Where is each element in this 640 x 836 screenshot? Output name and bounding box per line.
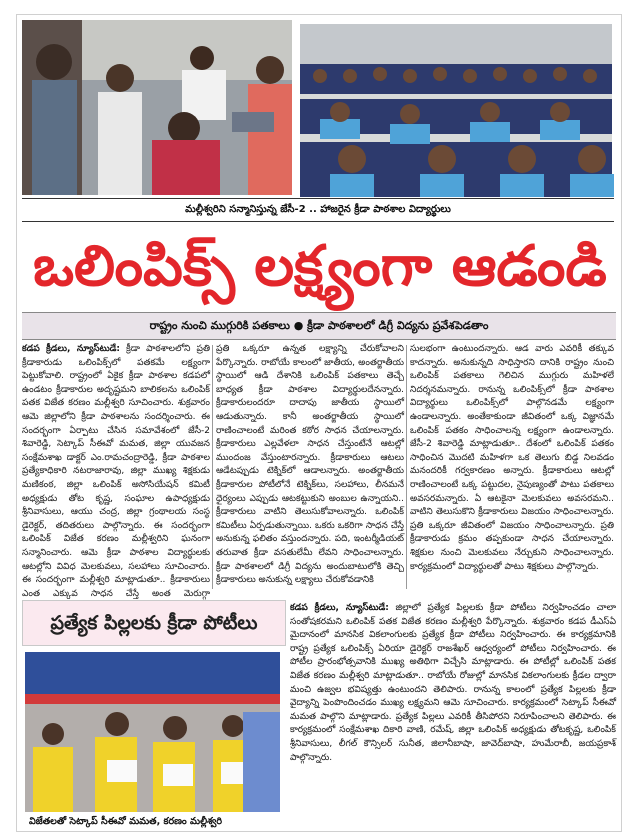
photo-felicitation <box>22 20 292 195</box>
article-dateline: కడప క్రీడలు, న్యూస్‌టుడే: <box>22 344 120 354</box>
photo-felicitation-image <box>22 20 292 195</box>
top-photo-caption: మల్లీశ్వరిని సన్మానిస్తున్న జేసీ-2 .. హాజరైన క్రీడా పాఠశాల విద్యార్థులు <box>22 198 614 222</box>
photo-special-children-image <box>25 652 280 812</box>
box-article-text: జిల్లాలో ప్రత్యేక పిల్లలకు క్రీడా పోటీలు నిర్వహించడం చాలా సంతోషకరమని ఒలింపిక్ పతక విజేత కరణం మల్లీశ్వరి పేర్కొన్నారు. శుక్రవారం కడప డీఎస్ఏ మైదానంలో మానసిక వికలాంగులకు ప్రత్యేక క్రీడా పోటీలు నిర్వహించారు. ఈ కార్యక్రమానికి రాష్ట్ర ప్రత్యేక ఒలింపిక్స్ ఏరియా డైరెక్టర్ రాజశేఖర్ ఆధ్వర్యంలో పోటీలు నిర్వహించారు. ఈ పోటీల ప్రారంభోత్సవానికి ముఖ్య అతిథిగా విచ్చేసి మాట్లాడారు. ఈ పోటీల్లో ఒలింపిక్ పతక విజేత కరణం మల్లీశ్వరి మాట్లాడుతూ.. రాబోయే రోజుల్లో మానసిక వికలాంగులకు క్రీడల ద్వారా మంచి ఉజ్వల భవిష్యత్తు ఉంటుందని తెలిపారు. రానున్న కాలంలో ప్రత్యేక పిల్లలకు క్రీడా వైద్యాన్ని పెంపొందించడం ముఖ్య లక్ష్యమని ఆమె సూచించారు. కార్యక్రమంలో సెట్కాప్ సీఈవో మమత పాల్గొని మాట్లాడారు. ప్రత్యేక పిల్లలు ఎవరికీ తీసిపోరని నిరూపించాలని తెలిపారు. ఈ కార్యక్రమంలో సంక్షేమశాఖ దికారి వాణి, రమేష్, జిల్లా ఒలింపిక్ అధ్యక్షుడు తోటకృష్ణ, ఒలింపిక్ శ్రీనివాసులు, లీగల్ కౌన్సిలర్ సునీత, జిలానీబాషా, జావెద్‌బాషా, హుమేరాబీ, జయప్రకాశ్ పాల్గొన్నారు. <box>290 603 616 763</box>
column-rule-1 <box>212 345 213 589</box>
photo-students <box>300 24 612 197</box>
photo-students-image <box>300 24 612 197</box>
photo-special-children <box>25 652 280 812</box>
article-column-2: ప్రతి ఒక్కరూ ఉన్నత లక్ష్యాన్ని చేరుకోవాలని పేర్కొన్నారు. రాబోయే కాలంలో జాతీయ, అంతర్జాతీయ స్థాయిలో ఆడి దేశానికి ఒలింపిక్ పతకాలు తెచ్చే బాధ్యత క్రీడా పాఠశాల విద్యార్థులదేనన్నారు. క్రీడాకారులందరూ దాదాపు జాతీయ స్థాయిలో ఆడుతున్నారు. కానీ అంతర్జాతీయ స్థాయిలో రాణించాలంటే మరింత కఠోర సాధన చేయాలన్నారు. క్రీడాకారులు ఎల్లవేళలా సాధన చేస్తుంటేనే ఆటల్లో ముందంజ వేస్తుంటారన్నారు. క్రీడాకారులు ఆటలు ఆడేటప్పుడు టెక్నిక్‌లో ఆడాలన్నారు. అంతర్జాతీయ క్రీడాకారుల పోటీలోనే టెక్నిక్‌లు, సలహాలు, లీనమనే ధైర్యంలు ఎప్పుడు ఆటకట్టుకుని అంబుల ఉన్నాయని.. క్రీడాకారులు వాటిని తెలుసుకోవాలన్నారు. ఒలింపిక్ కమిటీలు ఏర్పడుతున్నాయి. ఒకరు ఒకరిగా సాధన చేస్తే అనుకున్న ఫలితం వస్తుందన్నారు. పది, ఇంటర్మీడియట్ తరువాత క్రీడా వసతులేమీ లేవని సాధించాలన్నారు. క్రీడా పాఠశాలలో డిగ్రీ విద్యను అందుబాటులోకి తెచ్చి క్రీడాకారులు అనుకున్న లక్ష్యాలు చేరుకోవడానికి <box>216 344 404 586</box>
article-column-3: సులభంగా ఉంటుందన్నారు. ఆడ వారు ఎవరికీ తక్కువ కాదన్నారు. అనుకున్నది సాధిస్తారని దానికి రాష్ట్రం నుంచి ఒలింపిక్ పతకాలు గెలిచిన ముగ్గురు మహిళలే నిదర్శనమన్నారు. రానున్న ఒలింపిక్స్‌లో క్రీడా పాఠశాల విద్యార్థులు ఒలింపిక్స్‌లో పాల్గొనడమే లక్ష్యంగా ఉండాలన్నారు. అంతేకాకుండా జీవితంలో ఒక్క విజ్ఞానమే ఒలింపిక్ పతకం సాధించాలన్న లక్ష్యంగా ఉండాలన్నారు. జేసీ-2 శివారెడ్డి మాట్లాడుతూ.. దేశంలో ఒలింపిక్ పతకం సాధించిన మొదటి మహిళగా ఒక తెలుగు బిడ్డ నిలవడం మనందరికీ గర్వకారణం అన్నారు. క్రీడాకారులు ఆటల్లో రాణించాలంటే ఒక్క పట్టుదల, నైపుణ్యంతో పాటు పతకాలు అవసరమన్నారు. ఏ ఆటకైనా మెలకువలు అవసరమని.. వాటిని తెలుసుకొని క్రీడాకారులు విజయం సాధించాలన్నారు. ప్రతి ఒక్కరూ జీవితంలో విజయం సాధించాలన్నారు. ప్రతి క్రీడాకారుడు క్రమం తప్పకుండా సాధన చేయాలన్నారు. శిక్షకుల నుంచి మెలకువలు నేర్చుకుని సాధించాలన్నారు. కార్యక్రమంలో విద్యార్థులతో పాటు శిక్షకులు పాల్గొన్నారు. <box>410 344 614 572</box>
box-headline: ప్రత్యేక పిల్లలకు క్రీడా పోటీలు <box>22 600 286 646</box>
article-column-1 <box>22 343 210 599</box>
bottom-photo-caption: విజేతలతో సెట్కాప్ సీఈవో మమత, కరణం మల్లీశ్వరి <box>29 816 223 827</box>
article-column-1-text: క్రీడా పాఠశాలలోని ప్రతి క్రీడాకారుడు ఒలింపిక్స్‌లో పతకమే లక్ష్యంగా పెట్టుకోవాలి. రాష్ట్రంలో ఏకైక క్రీడా పాఠశాల కడపలో ఉండటం క్రీడాకారుల అదృష్టమని బాలికలను ఒలింపిక్ పతక విజేత కరణం మల్లీశ్వరి సూచించారు. శుక్రవారం ఆమె జిల్లాలోని క్రీడా పాఠశాలను సందర్శించారు. ఈ సందర్భంగా ఏర్పాటు చేసిన సమావేశంలో జేసీ-2 శివారెడ్డి, సెట్కాప్ సీఈవో మమత, జిల్లా యువజన సంక్షేమశాఖ డాక్టర్ ఎం.రామచంద్రారెడ్డి, క్రీడా పాఠశాల ప్రత్యేకాధికారి నటరాజారావు, జిల్లా ముఖ్య శిక్షకుడు మణికంఠ, జిల్లా ఒలింపిక్ అసోసియేషన్ కమిటీ అధ్యక్షుడు తోట కృష్ణ, సంఘాల ఉపాధ్యక్షుడు శ్రీనివాసులు, ఆయు చంద్ర, జిల్లా గ్రంథాలయ సంస్థ డైరెక్టర్, తదితరులు పాల్గొన్నారు. ఈ సందర్భంగా ఒలింపిక్ విజేత కరణం మల్లీశ్వరిని ఘనంగా సన్మానించారు. ఆమె క్రీడా పాఠశాల విద్యార్థులకు ఆటల్లోని వివిధ మెలకువలు, సలహాలు సూచించారు. ఈ సందర్భంగా మల్లీశ్వరి మాట్లాడుతూ.. క్రీడాకారులు ఎంత ఎక్కువ సాధన చేస్తే అంత మెరుగ్గా <box>22 344 210 599</box>
subheadline: రాష్ట్రం నుంచి ముగ్గురికి పతకాలు ● క్రీడా పాఠశాలలో డిగ్రీ విద్యను ప్రవేశపెడతాం <box>22 312 616 340</box>
headline: ఒలింపిక్స్ లక్ష్యంగా ఆడండి <box>33 234 607 299</box>
box-dateline: కడప క్రీడలు, న్యూస్‌టుడే: <box>290 603 389 613</box>
column-rule-2 <box>406 345 407 589</box>
box-article <box>290 602 616 816</box>
